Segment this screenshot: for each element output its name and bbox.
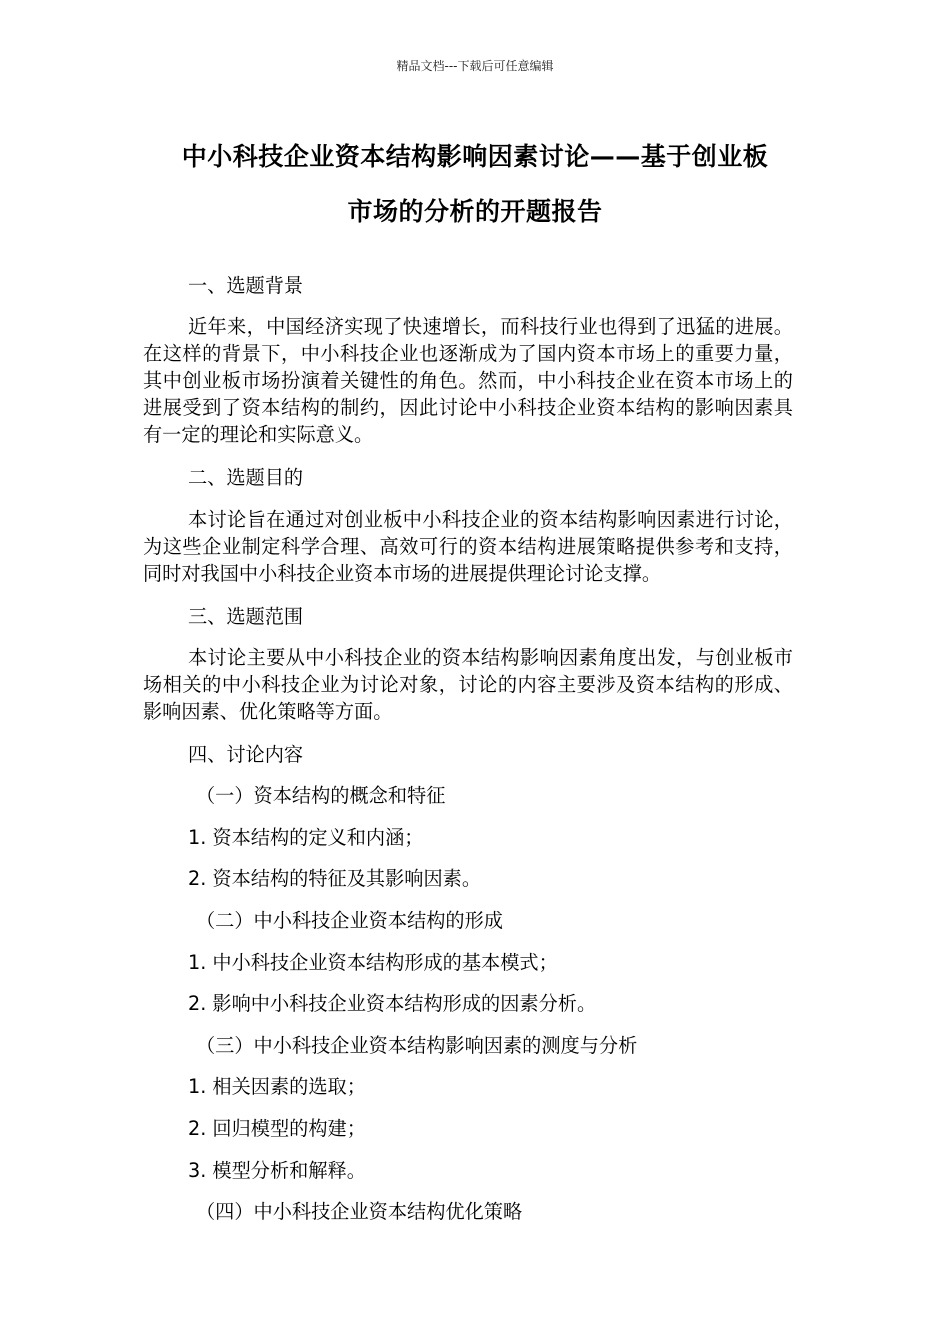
subsection-2-heading: （二）中小科技企业资本结构的形成: [196, 909, 503, 932]
list-item: 2. 影响中小科技企业资本结构形成的因素分析。: [188, 992, 597, 1015]
list-item: 1. 中小科技企业资本结构形成的基本模式；: [188, 951, 558, 974]
section-2-heading: 二、选题目的: [188, 466, 304, 489]
section-1-heading: 一、选题背景: [188, 274, 304, 297]
list-item: 1. 相关因素的选取；: [188, 1075, 366, 1098]
page-header: 精品文档---下载后可任意编辑: [396, 59, 554, 73]
section-3-heading: 三、选题范围: [188, 605, 304, 628]
subsection-3-heading: （三）中小科技企业资本结构影响因素的测度与分析: [196, 1034, 638, 1057]
section-1-body: 近年来，中国经济实现了快速增长，而科技行业也得到了迅猛的进展。在这样的背景下，中小科技企业也逐渐成为了国内资本市场上的重要力量，其中创业板市场扮演着关键性的角色。然而，中小科技企业在资本市场上的进展受到了资本结构的制约，因此讨论中小科技企业资本结构的影响因素具有一定的理论和实际意义。: [143, 315, 793, 446]
subsection-4-heading: （四）中小科技企业资本结构优化策略: [196, 1200, 523, 1223]
document-title-line-2: 市场的分析的开题报告: [347, 197, 603, 226]
section-3-body: 本讨论主要从中小科技企业的资本结构影响因素角度出发，与创业板市场相关的中小科技企业为讨论对象，讨论的内容主要涉及资本结构的形成、影响因素、优化策略等方面。: [143, 646, 793, 723]
section-2-body: 本讨论旨在通过对创业板中小科技企业的资本结构影响因素进行讨论，为这些企业制定科学合理、高效可行的资本结构进展策略提供参考和支持，同时对我国中小科技企业资本市场的进展提供理论讨论支撑。: [143, 508, 793, 585]
list-item: 3. 模型分析和解释。: [188, 1159, 366, 1182]
subsection-1-heading: （一）资本结构的概念和特征: [196, 784, 446, 807]
list-item: 2. 回归模型的构建；: [188, 1117, 366, 1140]
document-title-line-1: 中小科技企业资本结构影响因素讨论——基于创业板: [181, 142, 769, 171]
list-item: 1. 资本结构的定义和内涵；: [188, 826, 424, 849]
list-item: 2. 资本结构的特征及其影响因素。: [188, 867, 482, 890]
section-4-heading: 四、讨论内容: [188, 743, 304, 766]
